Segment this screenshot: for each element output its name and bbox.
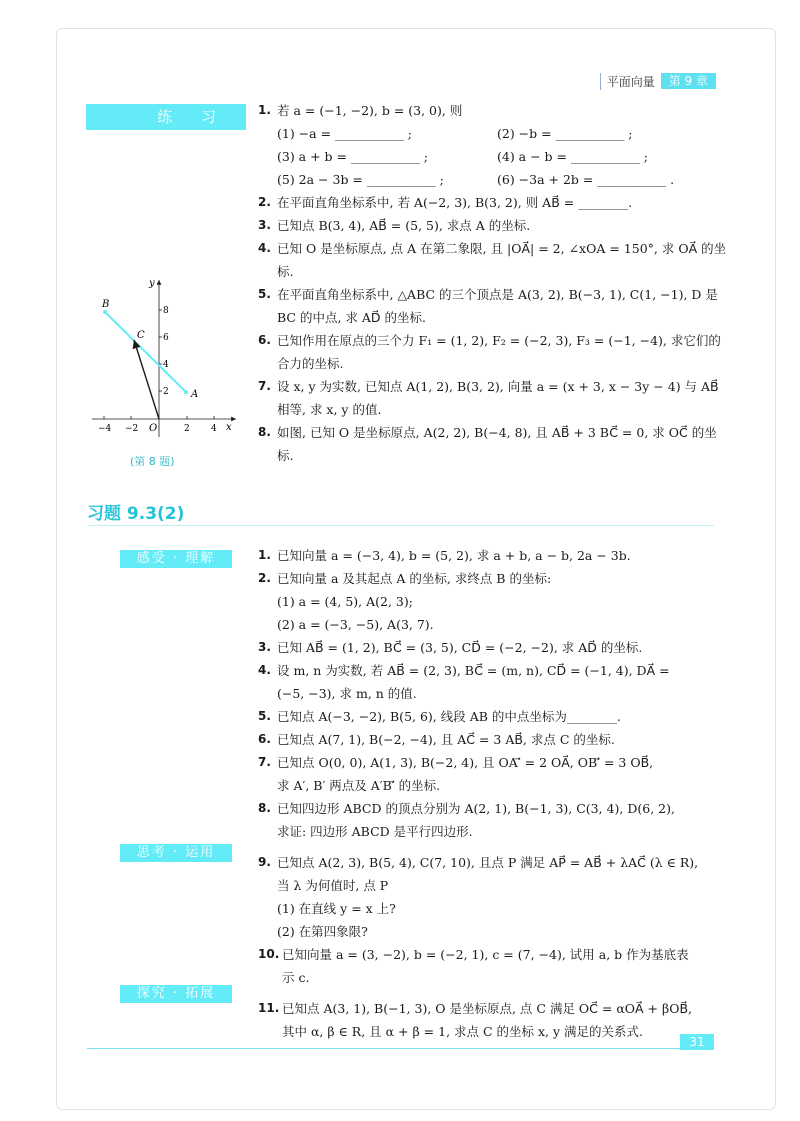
category-apply: 思考 · 运用 [120,844,232,862]
exercise-list [258,544,728,1043]
q1-part2: (2) −b = ___________ ; [497,126,633,141]
practice-q2: 2. 在平面直角坐标系中, 若 A(−2, 3), B(3, 2), 则 AB⃗ = ________. [258,195,633,210]
practice-q5: 5. 在平面直角坐标系中, △ABC 的三个顶点是 A(3, 2), B(−3, 1), C(1, −1), D 是 BC 的中点, 求 AD⃗ 的坐标. [258,287,718,325]
exercise-item-6: 6. 已知点 A(7, 1), B(−2, −4), 且 AC⃗ = 3 AB⃗, 求点 C 的坐标. [258,732,615,747]
q1-part5: (5) 2a − 3b = ___________ ; [277,172,444,187]
header-title: 平面向量 [600,73,661,90]
page-number: 31 [680,1034,714,1050]
exercise-item-11: 11. 已知点 A(3, 1), B(−1, 3), O 是坐标原点, 点 C 满足 OC⃗ = αOA⃗ + βOB⃗, 其中 α, β ∈ R, 且 α + β = 1, 求点 C 的坐标 x, y 满足的关系式. [258,1001,692,1039]
running-header [600,73,716,89]
practice-q4: 4. 已知 O 是坐标原点, 点 A 在第二象限, 且 |OA⃗| = 2, ∠xOA = 150°, 求 OA⃗ 的坐标. [258,241,727,279]
tick-x-2: 2 [184,424,190,434]
tick-y-2: 2 [163,387,169,397]
category-explore: 探究 · 拓展 [120,985,232,1003]
practice-q6: 6. 已知作用在原点的三个力 F₁ = (1, 2), F₂ = (−2, 3), F₃ = (−1, −4), 求它们的合力的坐标. [258,333,721,371]
exercise-item-4: 4. 设 m, n 为实数, 若 AB⃗ = (2, 3), BC⃗ = (m, n), CD⃗ = (−1, 4), DA⃗ = (−5, −3), 求 m, n 的值. [258,663,670,701]
exercise-item-2: 2. 已知向量 a 及其起点 A 的坐标, 求终点 B 的坐标: (1) a = (4, 5), A(2, 3); (2) a = (−3, −5), A(3, 7). [258,571,552,632]
exercise-item-3: 3. 已知 AB⃗ = (1, 2), BC⃗ = (3, 5), CD⃗ = (−2, −2), 求 AD⃗ 的坐标. [258,640,643,655]
exercise-item-5: 5. 已知点 A(−3, −2), B(5, 6), 线段 AB 的中点坐标为________. [258,709,621,724]
q1-stem: 若 a = (−1, −2), b = (3, 0), 则 [277,103,463,118]
practice-questions [258,99,728,467]
figure-caption: (第 8 题) [130,455,175,468]
coordinate-figure [86,272,246,442]
label-origin: O [149,423,158,434]
tick-y-4: 4 [163,360,169,370]
exercise-item-7: 7. 已知点 O(0, 0), A(1, 3), B(−2, 4), 且 OA′⃗ = 2 OA⃗, OB′⃗ = 3 OB⃗, 求 A′, B′ 两点及 A′B′⃗ 的坐标. [258,755,654,793]
label-c: C [137,330,145,341]
practice-q8: 8. 如图, 已知 O 是坐标原点, A(2, 2), B(−4, 8), 且 AB⃗ + 3 BC⃗ = 0, 求 OC⃗ 的坐标. [258,425,717,463]
practice-banner: 练 习 [86,104,246,130]
category-understand: 感受 · 理解 [120,550,232,568]
section-divider [87,525,714,526]
exercise-item-9: 9. 已知点 A(2, 3), B(5, 4), C(7, 10), 且点 P 满足 AP⃗ = AB⃗ + λAC⃗ (λ ∈ R), 当 λ 为何值时, 点 P (1) 在直线 y = x 上? (2) 在第四象限? [258,855,699,939]
label-a: A [191,389,199,400]
exercise-item-1: 1. 已知向量 a = (−3, 4), b = (5, 2), 求 a + b, a − b, 2a − 3b. [258,548,631,563]
tick-y-6: 6 [163,333,169,343]
tick-x-4: 4 [211,424,217,434]
label-y: y [149,278,155,289]
exercise-item-8: 8. 已知四边形 ABCD 的顶点分别为 A(2, 1), B(−1, 3), C(3, 4), D(6, 2), 求证: 四边形 ABCD 是平行四边形. [258,801,675,839]
tick-y-8: 8 [163,306,169,316]
tick-x-neg2: −2 [125,424,139,434]
practice-q1: 1. 若 a = (−1, −2), b = (3, 0), 则 [258,103,463,118]
exercise-title: 习题 9.3(2) [87,504,185,524]
q1-part3: (3) a + b = ___________ ; [277,149,428,164]
q1-part1: (1) −a = ___________ ; [277,126,412,141]
practice-q7: 7. 设 x, y 为实数, 已知点 A(1, 2), B(3, 2), 向量 a = (x + 3, x − 3y − 4) 与 AB⃗ 相等, 求 x, y 的值. [258,379,719,417]
segment-ab [105,312,186,392]
header-chapter: 第 9 章 [661,73,716,89]
label-b: B [102,299,110,310]
exercise-item-10: 10. 已知向量 a = (3, −2), b = (−2, 1), c = (7, −4), 试用 a, b 作为基底表 示 c. [258,947,689,985]
label-x: x [226,422,232,433]
tick-x-neg4: −4 [98,424,112,434]
q1-part6: (6) −3a + 2b = ___________ . [497,172,675,187]
q1-part4: (4) a − b = ___________ ; [497,149,648,164]
footer-line [87,1048,714,1049]
practice-q3: 3. 已知点 B(3, 4), AB⃗ = (5, 5), 求点 A 的坐标. [258,218,531,233]
